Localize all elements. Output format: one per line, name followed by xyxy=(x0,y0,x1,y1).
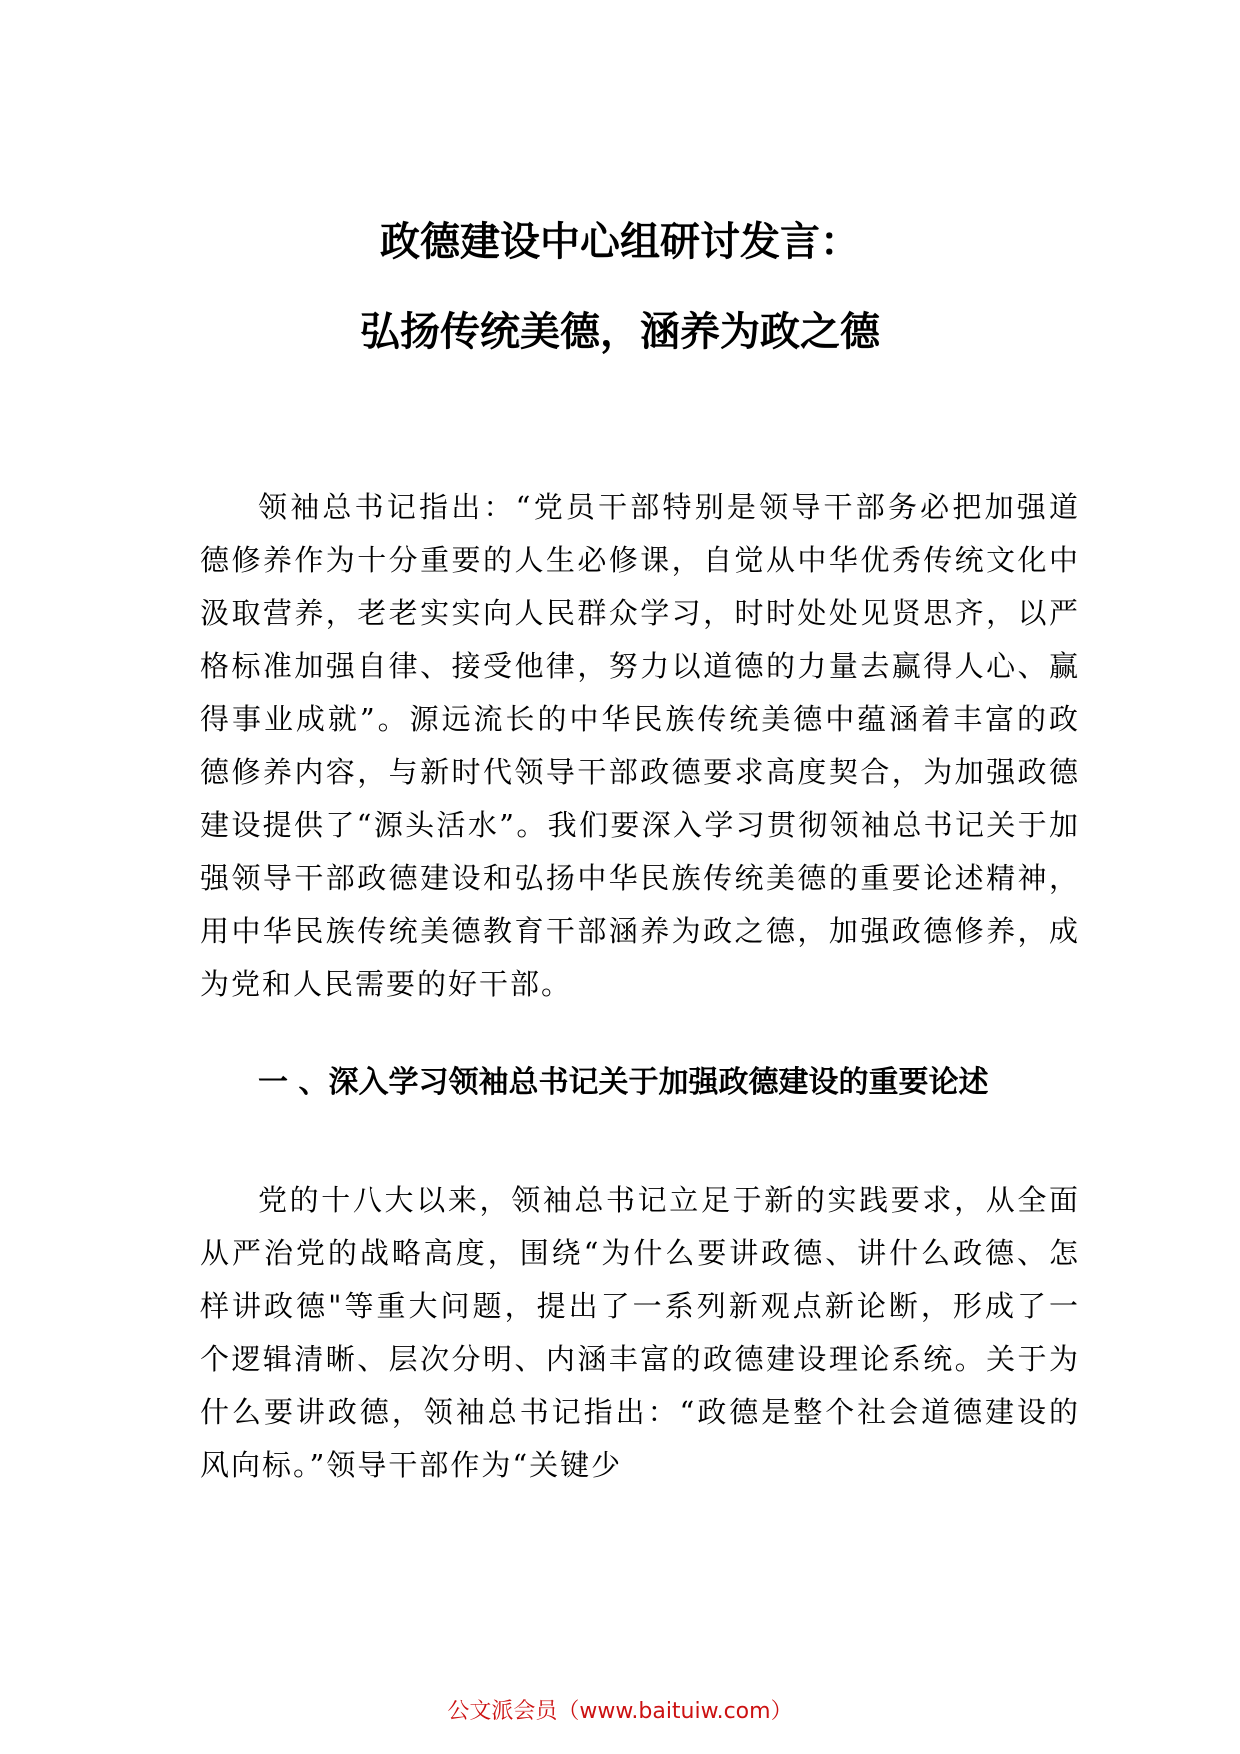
document-title-line-1: 政德建设中心组研讨发言： xyxy=(380,219,860,265)
section-heading-1: 一 、深入学习领袖总书记关于加强政德建设的重要论述 xyxy=(258,1065,989,1100)
document-title-line-2: 弘扬传统美德，涵养为政之德 xyxy=(360,309,880,355)
body-paragraph-2: 党的十八大以来，领袖总书记立足于新的实践要求，从全面从严治党的战略高度，围绕“为什么要讲政德、讲什么政德、怎样讲政德"等重大问题，提出了一系列新观点新论断，形成了一个逻辑清晰、层次分明、内涵丰富的政德建设理论系统。关于为什么要讲政德，领袖总书记指出：“政德是整个社会道德建设的风向标。”领导干部作为“关键少 xyxy=(200,1183,1080,1482)
body-paragraph-1: 领袖总书记指出：“党员干部特别是领导干部务必把加强道德修养作为十分重要的人生必修课，自觉从中华优秀传统文化中汲取营养，老老实实向人民群众学习，时时处处见贤思齐，以严格标准加强自律、接受他律，努力以道德的力量去赢得人心、赢得事业成就”。源远流长的中华民族传统美德中蕴涵着丰富的政德修养内容，与新时代领导干部政德要求高度契合，为加强政德建设提供了“源头活水”。我们要深入学习贯彻领袖总书记关于加强领导干部政德建设和弘扬中华民族传统美德的重要论述精神，用中华民族传统美德教育干部涵养为政之德，加强政德修养，成为党和人民需要的好干部。 xyxy=(200,490,1080,1001)
footer-watermark: 公文派会员（www.baituiw.com） xyxy=(447,1699,793,1724)
